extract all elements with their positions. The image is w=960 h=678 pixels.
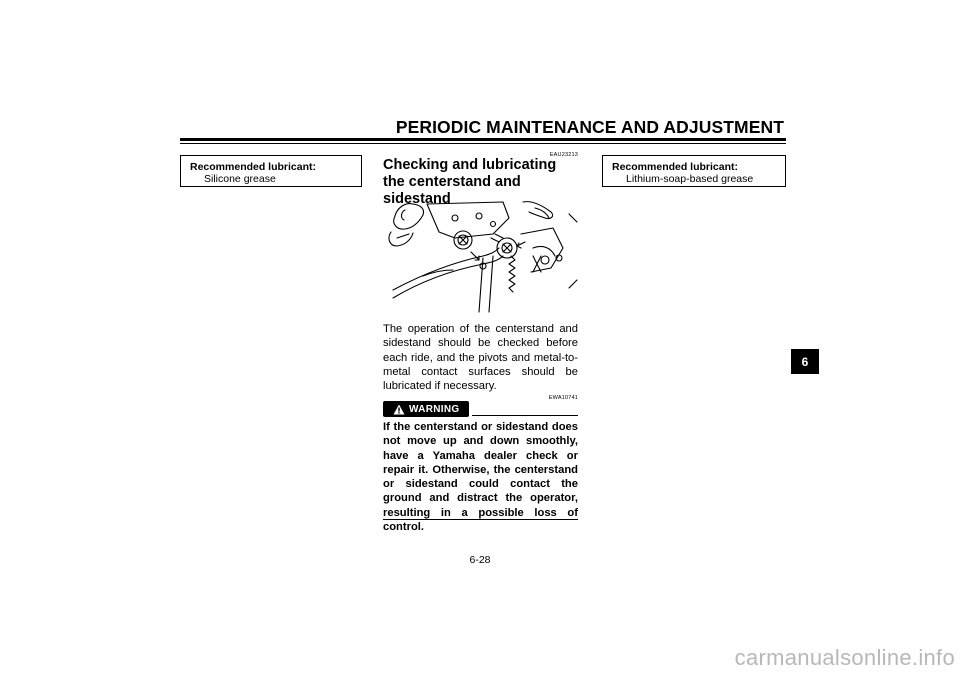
watermark: carmanualsonline.info [734,645,955,670]
stand-pivot-illustration [383,198,578,316]
lubricant-box-right [602,155,786,187]
lubricant-label: Recommended lubricant: [612,161,739,173]
page-header-title: PERIODIC MAINTENANCE AND ADJUSTMENT [395,117,784,137]
warning-bottom-rule [383,519,578,520]
warning-rule [472,415,578,416]
section-code: EAU23213 [549,152,578,158]
section-title: Checking and lubricating the centerstand and sidestand [383,157,557,207]
warning-code: EWA10741 [548,395,578,401]
header-rule-thin [180,143,786,144]
warning-triangle-icon [393,404,405,415]
lubricant-label: Recommended lubricant: [190,161,317,173]
warning-label: WARNING [409,403,460,415]
lubricant-box-left [180,155,362,187]
warning-badge [383,401,469,417]
section-body: The operation of the centerstand and sidestand should be checked before each ride, and the pivots and metal-to-metal contact surfaces should be lubricated if necessary. [383,323,578,393]
page-number: 6-28 [469,554,491,566]
header-rule-thick [180,138,786,141]
lubricant-value: Lithium-soap-based grease [626,173,754,185]
lubricant-value: Silicone grease [204,173,276,185]
warning-text: If the centerstand or sidestand does not move up and down smoothly, have a Yamaha dealer check or repair it. Otherwise, the centerstand or sidestand could contact the ground and distract the operator, resulting in a possible loss of control. [383,421,578,534]
chapter-tab: 6 [791,349,819,374]
